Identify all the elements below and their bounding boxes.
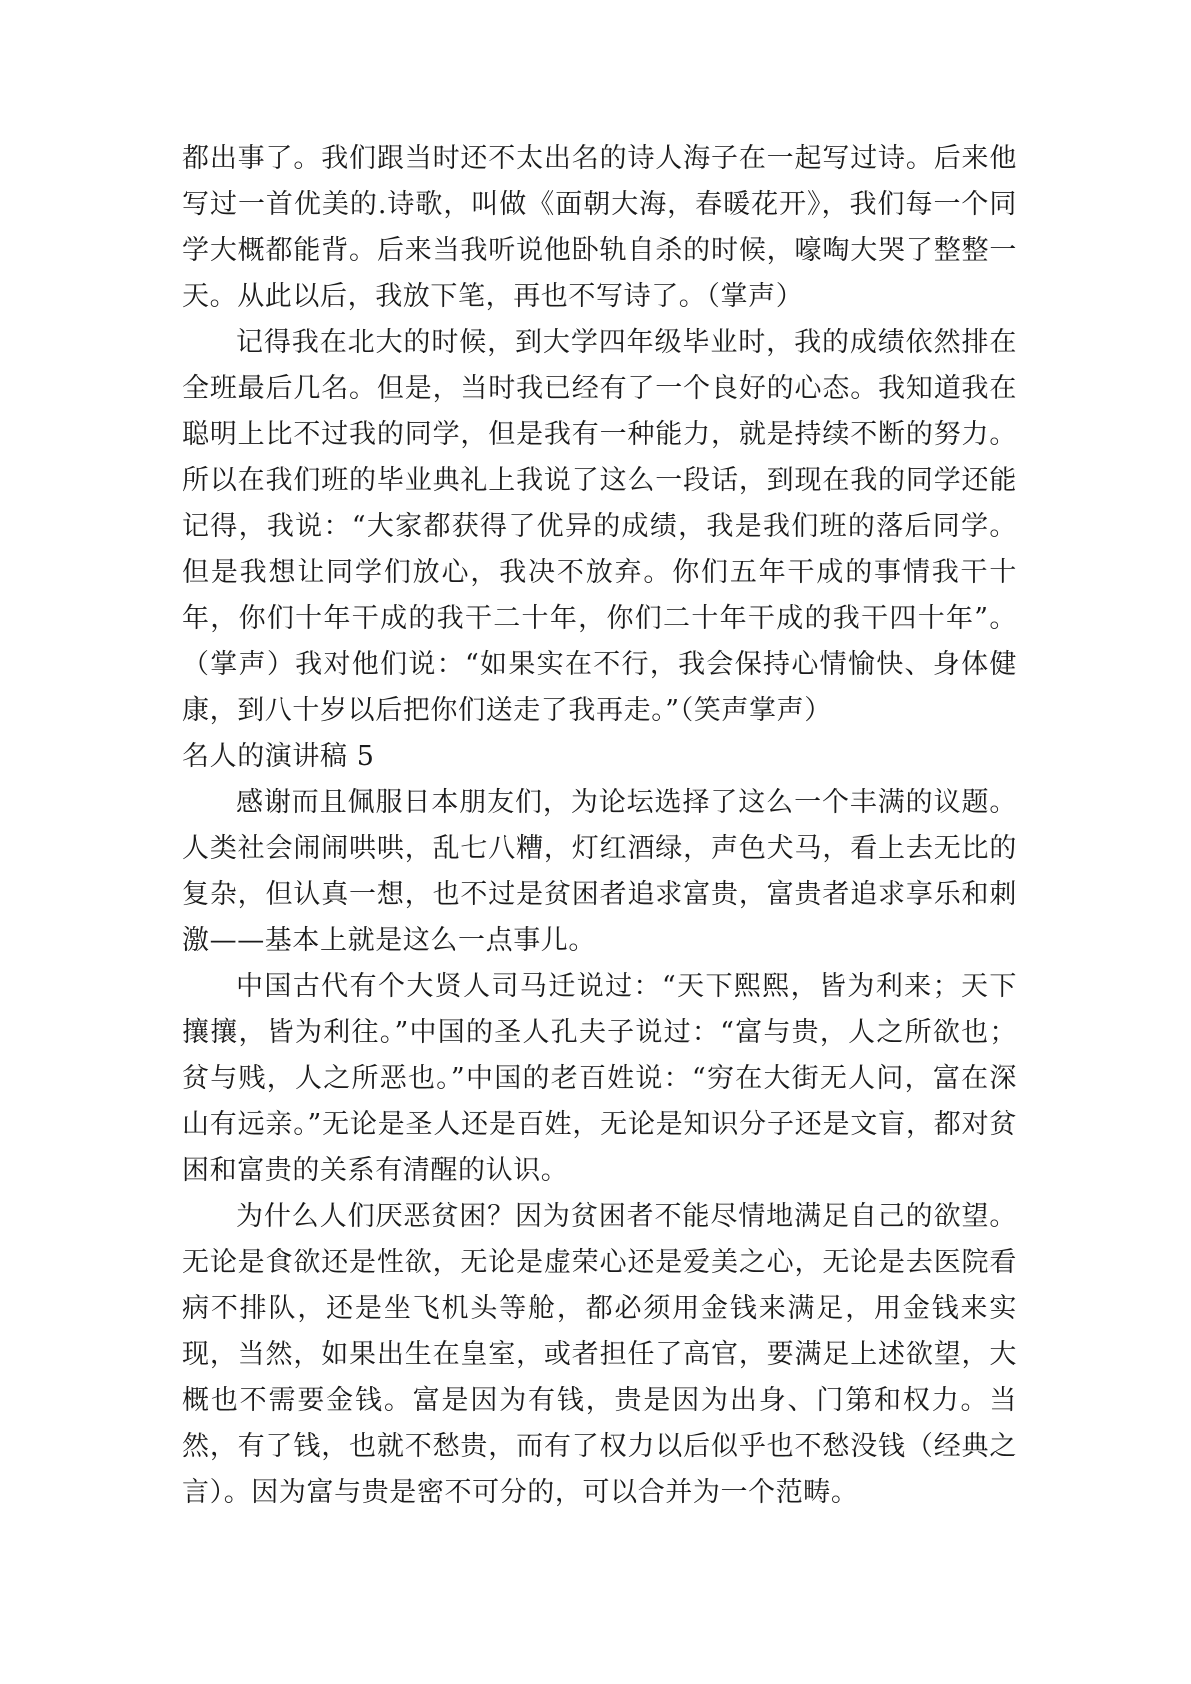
section-heading: 名人的演讲稿 5 bbox=[182, 741, 375, 772]
paragraph-sima-qian-quote: 中国古代有个大贤人司马迁说过：“天下熙熙，皆为利来；天下攘攘，皆为利往。”中国的圣人孔夫子说过：“富与贵，人之所欲也；贫与贱，人之所恶也。”中国的老百姓说：“穷在大街无人问，富在深山有远亲。”无论是圣人还是百姓，无论是知识分子还是文盲，都对贫困和富贵的关系有清醒的认识。 bbox=[182, 971, 1017, 1186]
paragraph-why-hate-poverty: 为什么人们厌恶贫困？因为贫困者不能尽情地满足自己的欲望。无论是食欲还是性欲，无论是虚荣心还是爱美之心，无论是去医院看病不排队，还是坐飞机头等舱，都必须用金钱来满足，用金钱来实现，当然，如果出生在皇室，或者担任了高官，要满足上述欲望，大概也不需要金钱。富是因为有钱，贵是因为出身、门第和权力。当然，有了钱，也就不愁贵，而有了权力以后似乎也不愁没钱（经典之言）。因为富与贵是密不可分的，可以合并为一个范畴。 bbox=[182, 1201, 1017, 1508]
paragraph-continued: 都出事了。我们跟当时还不太出名的诗人海子在一起写过诗。后来他写过一首优美的.诗歌，叫做《面朝大海，春暖花开》，我们每一个同学大概都能背。后来当我听说他卧轨自杀的时候，嚎啕大哭了整整一天。从此以后，我放下笔，再也不写诗了。（掌声） bbox=[182, 143, 1017, 312]
paragraph-peking-university: 记得我在北大的时候，到大学四年级毕业时，我的成绩依然排在全班最后几名。但是，当时我已经有了一个良好的心态。我知道我在聪明上比不过我的同学，但是我有一种能力，就是持续不断的努力。所以在我们班的毕业典礼上我说了这么一段话，到现在我的同学还能记得，我说：“大家都获得了优异的成绩，我是我们班的落后同学。但是我想让同学们放心，我决不放弃。你们五年干成的事情我干十年，你们十年干成的我干二十年，你们二十年干成的我干四十年”。（掌声）我对他们说：“如果实在不行，我会保持心情愉快、身体健康，到八十岁以后把你们送走了我再走。”（笑声掌声） bbox=[182, 327, 1017, 726]
document-body bbox=[182, 136, 1017, 1516]
paragraph-forum-topic: 感谢而且佩服日本朋友们，为论坛选择了这么一个丰满的议题。人类社会闹闹哄哄，乱七八糟，灯红酒绿，声色犬马，看上去无比的复杂，但认真一想，也不过是贫困者追求富贵，富贵者追求享乐和刺激——基本上就是这么一点事儿。 bbox=[182, 787, 1017, 956]
